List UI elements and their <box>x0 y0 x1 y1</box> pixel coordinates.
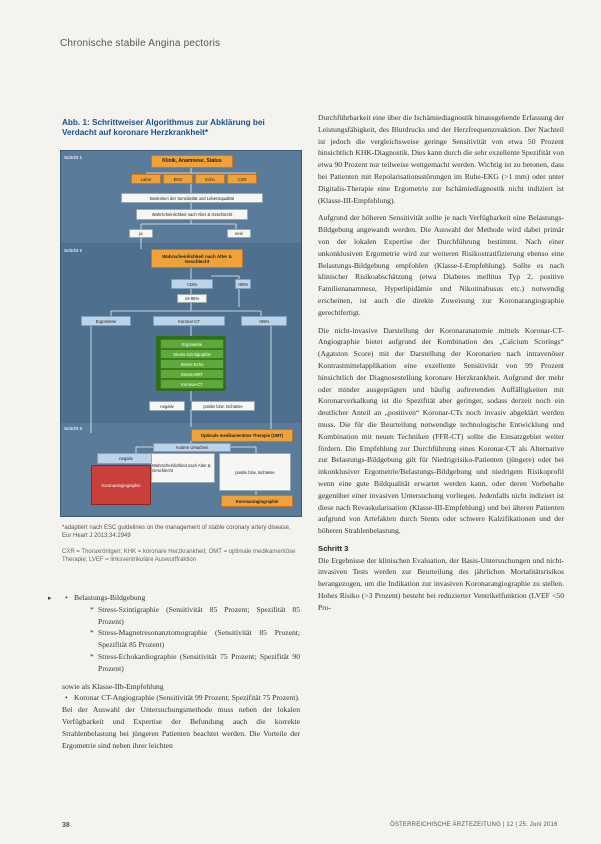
imaging-ergometry: Ergometrie <box>160 339 224 349</box>
test-box-echo: Echo <box>195 174 225 184</box>
figure-abbreviations: CXR = Thoraxröntgen; KHK = koronare Herzkrankheit; OMT = optimale medikamentöse Therapie; LVEF = linksventrikuläre Auswurffraktion <box>62 549 296 563</box>
section-heading: Schritt 3 <box>318 543 349 553</box>
imaging-scintigraphy: Stress-Szintigraphie <box>160 349 224 359</box>
left-result-box: negativ <box>97 453 155 464</box>
no-box: nein <box>227 229 251 238</box>
outcome-negative: negativ <box>149 401 185 411</box>
test-box-labor: Labor <box>131 174 161 184</box>
ptp-range-mid: 15-85% <box>177 294 207 303</box>
algorithm-figure <box>60 150 302 517</box>
omt-box: Optimale medikamentöse Therapie (OMT) <box>191 429 293 442</box>
arrow-marker: ▸ <box>48 594 52 602</box>
step2-label: Schritt 2 <box>64 248 83 253</box>
right-column <box>318 112 564 620</box>
running-head: Chronische stabile Angina pectoris <box>60 38 221 49</box>
angiography-box: Koronarangiographie <box>221 495 293 507</box>
yes-box: ja <box>129 229 153 238</box>
bullet-list <box>62 592 300 675</box>
test-box-ekg: EKG <box>163 174 193 184</box>
imaging-coronary-ct: Koronar-CT <box>160 379 224 389</box>
bullet-list-ct <box>62 692 300 704</box>
left-paragraph: Bei der Auswahl der Untersuchungsmethode muss neben der lokalen Verfügbarkeit und Expertise der Befundung auch die korrekte Strahlenbelastung bei jüngeren Patienten beachtet werden. Die Vorteile der Ergometrie sind neben ihrer leichten <box>62 705 300 750</box>
class-line: sowie als Klasse-IIb-Empfehlung <box>62 681 164 691</box>
ptp-box: Wahrscheinlichkeit nach Alter & Geschlecht <box>151 249 243 268</box>
consider-box: Andere Ursachen <box>153 443 231 452</box>
right-paragraph-1: Durchführbarkeit eine über die Ischämiediagnostik hinausgehende Erfassung der Leistungsfähigkeit, des Blutdrucks und der Herzfrequenzreaktion. Der Nachteil ist jedoch die vergleichsweise geringe Sensitivität von etwa 50 Prozent hinsichtlich KHK-Diagnostik. Dies kann durch die sehr exzellente Spezifität von etwa 90 Prozent nur teilweise wettgemacht werden. Wichtig ist zu betonen, dass bei Patienten mit Repolarisationsstörungen im Ruhe-EKG (>1 mm) oder unter Digitalis-Therapie eine Ergometrie zur Ischämiediagnostik nicht indiziert ist (Klasse-III-Empfehlung). <box>318 113 564 205</box>
outcome-positive: positiv bzw. Ischämie <box>191 401 255 411</box>
center-result-box: Wahrscheinlichkeit nach Alter & Geschlecht <box>151 453 215 483</box>
sub-bullet: * Stress-Echokardiographie (Sensitivität 75 Prozent; Spezifität 90 Prozent) <box>92 651 300 675</box>
journal-footer: ÖSTERREICHISCHE ÄRZTEZEITUNG | 12 | 25. Juni 2016 <box>390 822 558 828</box>
red-risk-box: Koronarangiographie <box>91 465 151 505</box>
imaging-stress-echo: Stress-Echo <box>160 359 224 369</box>
figure-title: Abb. 1: Schrittweiser Algorithmus zur Abklärung bei Verdacht auf koronare Herzkrankheit* <box>62 118 265 137</box>
sub-bullet: * Stress-Szintigraphie (Sensitivität 85 Prozent; Spezifität 85 Prozent) <box>92 604 300 628</box>
option-box-2: Koronar-CT <box>153 316 225 326</box>
right-result-box: positiv bzw. Ischämie <box>219 453 291 491</box>
option-box-1: Ergometrie <box>81 316 131 326</box>
other-causes-box: Bedenken der Sensitivität und Lebensqualität <box>121 193 263 203</box>
right-paragraph-2: Aufgrund der höheren Sensitivität sollte je nach Verfügbarkeit eine Belastungs-Bildgebung angewandt werden. Die Auswahl der Methode wird dabei primär von der lokalen Expertise der Durchführung bestimmt. Nach einer unkonklusiven Ergometrie wird zur weiteren Risikostratifizierung ebenso eine Belastungs-Bildgebung empfohlen (Klasse-I-Empfehlung). Sollte es nach klinischer Risikoabschätzung (etwa Diabetes mellitus Typ 2, positive Familienanamnese, Hyperlipidämie und Nikotinabusus etc.) notwendig erscheinen, ist auch die direkte Zuweisung zur Koronarangiographie gerechtfertigt. <box>318 213 564 317</box>
sub-bullet: * Stress-Magnetresonanztomographie (Sensitivität 85 Prozent; Spezifität 85 Prozent) <box>92 627 300 651</box>
step3-label: Schritt 3 <box>64 426 83 431</box>
bullet-ct: • Koronar CT-Angiographie (Sensitivität 99 Prozent; Spezifität 75 Prozent). <box>62 692 300 704</box>
imaging-stress-mrt: Stress-MRT <box>160 369 224 379</box>
assessment-box: Wahrscheinlichkeit nach Alter & Geschlecht <box>136 209 248 220</box>
bullet-stress-imaging <box>62 592 300 675</box>
bullet-stress-imaging-text: Belastungs-Bildgebung <box>74 593 146 602</box>
ptp-range-low: <15% <box>171 279 213 289</box>
history-box: Klinik, Anamnese, Status <box>151 155 233 168</box>
option-box-3: >85% <box>241 316 287 326</box>
ptp-range-high: >85% <box>235 279 251 289</box>
test-box-cxr: CXR <box>227 174 257 184</box>
right-paragraph-3: Die nicht-invasive Darstellung der Koronaranatomie mittels Koronar-CT-Angiographie bietet aufgrund der Kombination des „Calcium Scorings“ (Agatston Score) mit der Darstellung der Koronarien nach intravenöser Kontrastmittelapplikation eine exzellente Sensitivität von 99 Prozent hinsichtlich der Diagnosestellung koronare Herzkrankheit. Aufgrund der mehr oder minder ausgeprägten und häufig auftretenden Auffälligkeiten mit Koronarverkalkung ist die Spezifität aber geringer, sodass derzeit noch ein deutlicher Anteil an „positiven“ Koronar-CTs noch invasiv abgeklärt werden muss. Die für die Beurteilung notwendige technologische Entwicklung und Kombination mit neuen Techniken (FFR-CT) sollte die Einsatzgebiet weiter fördern. Die Empfehlung zur Durchführung eines Koronar-CT als Alternative zur Belastungs-Bildgebung gilt für Niedrigrisiko-Patienten (jüngere) oder bei inkonklusiver Ergometrie/Belastungs-Bildgebung und niedrigem Risikoprofil wenn eine gute Bildqualität erwartet werden kann, oder deren Vorbehalte gegenüber einer invasiven Untersuchung vorliegen. Jedenfalls nicht indiziert ist diese nach Revaskularisation (Klasse-III-Empfehlung) und bei älteren Patienten aufgrund von Artefakten durch Stents oder schwere Kalzifikationen und der höheren Strahlenbelastung. <box>318 325 564 536</box>
figure-caption: *adaptiert nach ESC guidelines on the management of stable coronary artery disease, Eur Heart J 2013;34:2949 <box>62 525 291 539</box>
step1-label: Schritt 1 <box>64 155 83 160</box>
left-column <box>62 592 300 757</box>
sub-bullet-list <box>74 604 300 675</box>
page-number: 38 <box>62 822 70 829</box>
right-paragraph-4: Die Ergebnisse der klinischen Evaluation, der Basis-Untersuchungen und nicht-invasiven Tests werden zur Beurteilung des jährlichen Mortalitätsrisikos herangezogen, um die Indikation zur invasiven Koronarangiographie zu stellen. Hohes Risiko (>3 Prozent) besteht bei reduzierter Ventrikelfunktion (LVEF <50 Pro- <box>318 555 564 612</box>
